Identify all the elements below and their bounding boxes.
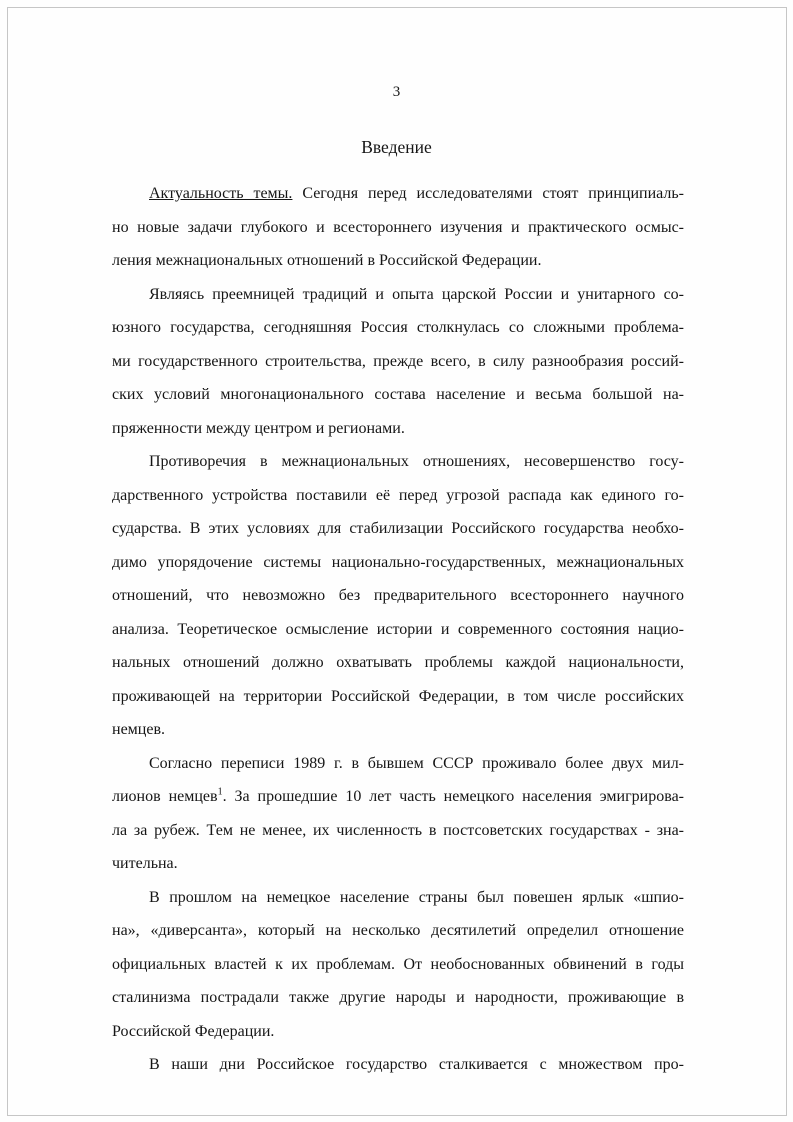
text-line [112,445,684,479]
paragraph [112,747,684,881]
text-line [112,948,684,982]
text-line [112,345,684,379]
text-line [112,780,684,814]
text-line [112,613,684,647]
text-segment: Согласно переписи 1989 г. в бывшем СССР проживало более двух мил- [149,754,684,772]
text-segment: проживающей на территории Российской Федерации, в том числе российских [112,687,684,705]
text-line [112,981,684,1015]
text-line [112,244,684,278]
text-segment: димо упорядочение системы национально-государственных, межнациональных [112,553,684,571]
text-line [112,378,684,412]
text-segment: лионов немцев [112,788,218,805]
text-line [112,278,684,312]
footnote-marker: 1 [217,786,223,798]
text-line [112,177,684,211]
text-segment: нальных отношений должно охватывать проблемы каждой национальности, [112,654,684,671]
text-line [112,646,684,680]
text-line [112,814,684,848]
text-line [112,479,684,513]
text-segment: ления межнациональных отношений в Российской Федерации. [112,252,542,269]
text-line [112,1015,684,1049]
text-segment: Актуальность темы. [149,185,293,202]
text-line [112,211,684,245]
paragraph [112,881,684,1049]
text-segment: пряженности между центром и регионами. [112,419,405,437]
text-segment: ми государственного строительства, прежде всего, в силу разнообразия россий- [112,352,684,370]
text-segment: Сегодня перед исследователями стоят принципиаль- [292,185,684,202]
document-title: Введение [361,137,432,157]
text-segment: В прошлом на немецкое население страны был повешен ярлык «шпио- [149,888,684,906]
text-segment: Российской Федерации. [112,1022,275,1040]
text-segment: Являясь преемницей традиций и опыта царской России и унитарного со- [149,285,684,303]
text-line [112,713,684,747]
text-segment: дарственного устройства поставили её перед угрозой распада как единого го- [112,486,684,504]
text-line [112,546,684,580]
text-segment: В наши дни Российское государство сталкивается с множеством про- [149,1056,684,1073]
text-line [112,311,684,345]
paragraph [112,445,684,747]
document-body [112,177,684,1082]
text-segment: юзного государства, сегодняшняя Россия столкнулась со сложными проблема- [112,319,684,336]
text-segment: чительна. [112,855,178,872]
text-line [112,914,684,948]
text-segment: анализа. Теоретическое осмысление истории и современного состояния нацио- [112,620,684,638]
text-segment: сударства. В этих условиях для стабилизации Российского государства необхо- [112,520,684,537]
text-segment: но новые задачи глубокого и всестороннего изучения и практического осмыс- [112,218,684,236]
text-line [112,747,684,781]
text-segment: немцев. [112,721,166,738]
text-segment: . За прошедшие 10 лет часть немецкого населения эмигрирова- [222,788,684,805]
text-segment: Противоречия в межнациональных отношениях, несовершенство госу- [149,453,684,470]
paragraph [112,177,684,278]
page-number: 3 [392,84,401,100]
text-line [112,412,684,446]
text-segment: ских условий многонационального состава население и весьма большой на- [112,386,684,403]
text-segment: ла за рубеж. Тем не менее, их численность в постсоветских государствах - зна- [112,821,684,839]
text-segment: сталинизма пострадали также другие народы и народности, проживающие в [112,989,684,1006]
text-segment: отношений, что невозможно без предварительного всестороннего научного [112,587,684,604]
text-line [112,512,684,546]
text-line [112,1048,684,1082]
text-line [112,847,684,881]
text-line [112,579,684,613]
text-segment: официальных властей к их проблемам. От необоснованных обвинений в годы [112,955,684,973]
text-line [112,680,684,714]
text-segment: на», «диверсанта», который на несколько десятилетий определил отношение [112,922,684,939]
text-line [112,881,684,915]
paragraph [112,278,684,446]
paragraph [112,1048,684,1082]
